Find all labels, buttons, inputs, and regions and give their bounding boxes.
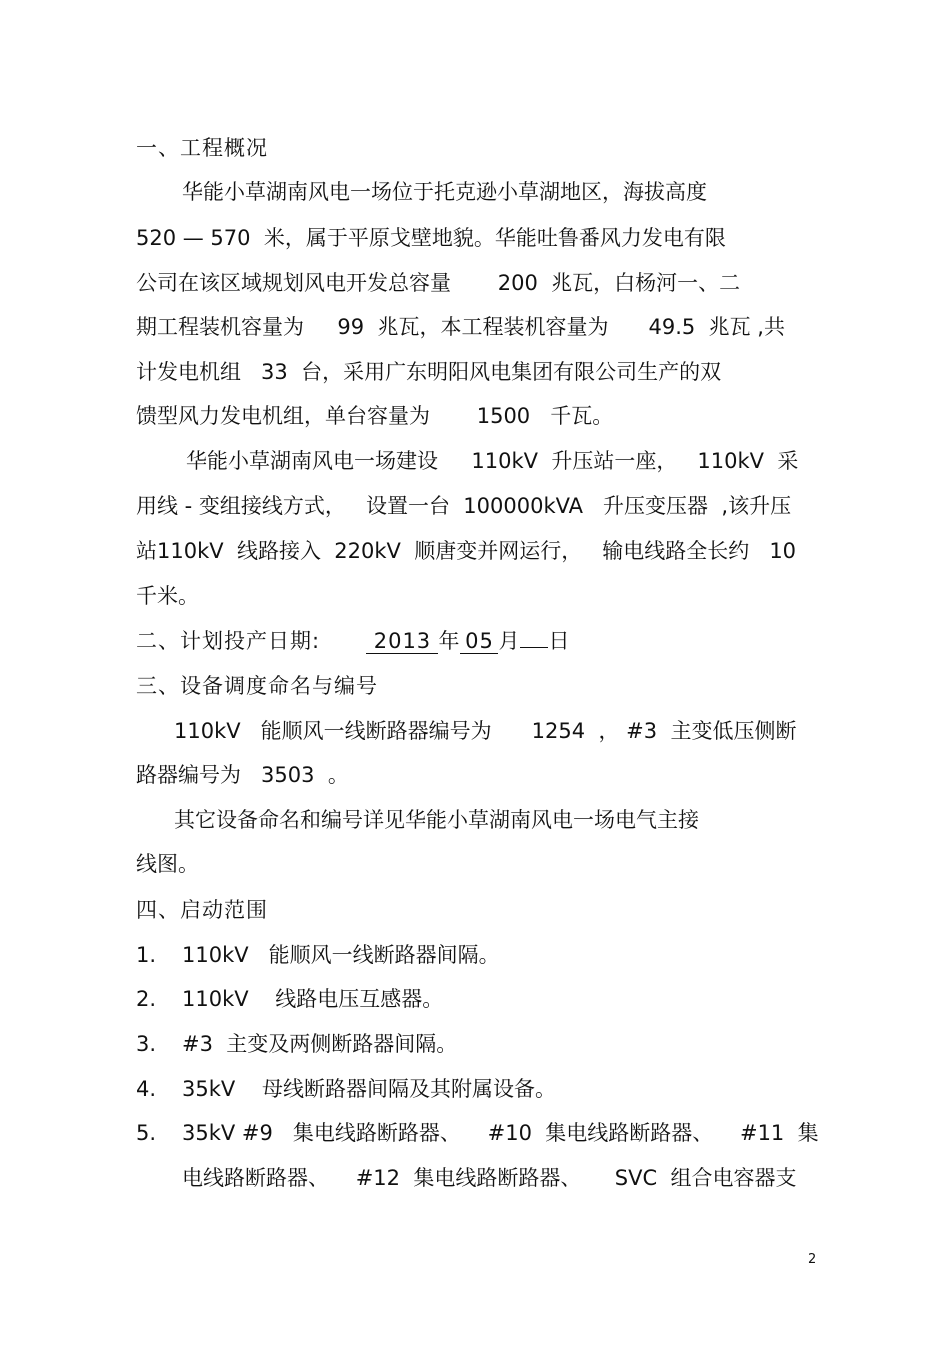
- list-item-number: 5.: [136, 1121, 157, 1145]
- list-item-number: 3.: [136, 1032, 157, 1056]
- month-field: 05: [460, 629, 498, 654]
- section-1-para-1-line-2: 520 — 570 米，属于平原戈壁地貌。华能吐鲁番风力发电有限: [136, 226, 726, 250]
- year-unit: 年: [438, 629, 461, 653]
- list-item-number: 4.: [136, 1077, 157, 1101]
- day-unit: 日: [548, 629, 571, 653]
- section-1-para-1-line-6: 馈型风力发电机组，单台容量为 1500 千瓦。: [136, 404, 614, 428]
- section-3-para-1-line-2: 路器编号为 3503 。: [136, 763, 349, 787]
- section-2-label: 二、计划投产日期:: [136, 629, 359, 653]
- list-item-number: 1.: [136, 943, 157, 967]
- section-1-para-2-line-3: 站110kV 线路接入 220kV 顺唐变并网运行， 输电线路全长约 10: [136, 539, 797, 563]
- list-item-text: 电线路断路器、 #12 集电线路断路器、 SVC 组合电容器支: [182, 1166, 797, 1190]
- section-4-heading: 四、启动范围: [136, 898, 268, 922]
- section-3-para-1-line-1: 110kV 能顺风一线断路器编号为 1254 ， #3 主变低压侧断: [174, 719, 797, 743]
- section-3-para-2-line-1: 其它设备命名和编号详见华能小草湖南风电一场电气主接: [174, 808, 699, 832]
- list-item-text: 110kV 能顺风一线断路器间隔。: [182, 943, 500, 967]
- section-1-para-2-line-1: 华能小草湖南风电一场建设 110kV 升压站一座， 110kV 采: [186, 449, 799, 473]
- list-item-text: 35kV 母线断路器间隔及其附属设备。: [182, 1077, 556, 1101]
- list-item-number: 2.: [136, 987, 157, 1011]
- month-unit: 月: [498, 629, 521, 653]
- year-field: 2013: [366, 629, 438, 654]
- section-1-para-2-line-4: 千米。: [136, 584, 199, 608]
- list-item-text: 110kV 线路电压互感器。: [182, 987, 444, 1011]
- section-1-para-1-line-4: 期工程装机容量为 99 兆瓦，本工程装机容量为 49.5 兆瓦 ,共: [136, 315, 785, 339]
- section-1-para-2-line-2: 用线 - 变组接线方式， 设置一台 100000kVA 升压变压器 ,该升压: [136, 494, 792, 518]
- section-2-planned-date: [136, 626, 570, 656]
- section-1-para-1-line-5: 计发电机组 33 台，采用广东明阳风电集团有限公司生产的双: [136, 360, 722, 384]
- section-1-para-1-line-3: 公司在该区域规划风电开发总容量 200 兆瓦，白杨河一、二: [136, 271, 741, 295]
- section-1-heading: 一、工程概况: [136, 136, 268, 160]
- page-number: 2: [808, 1252, 817, 1267]
- list-item-text: #3 主变及两侧断路器间隔。: [182, 1032, 458, 1056]
- section-1-para-1-line-1: 华能小草湖南风电一场位于托克逊小草湖地区，海拔高度: [182, 180, 707, 204]
- list-item-text: 35kV #9 集电线路断路器、 #10 集电线路断路器、 #11 集: [182, 1121, 819, 1145]
- day-field: [520, 647, 548, 648]
- section-3-para-2-line-2: 线图。: [136, 852, 199, 876]
- section-3-heading: 三、设备调度命名与编号: [136, 674, 378, 698]
